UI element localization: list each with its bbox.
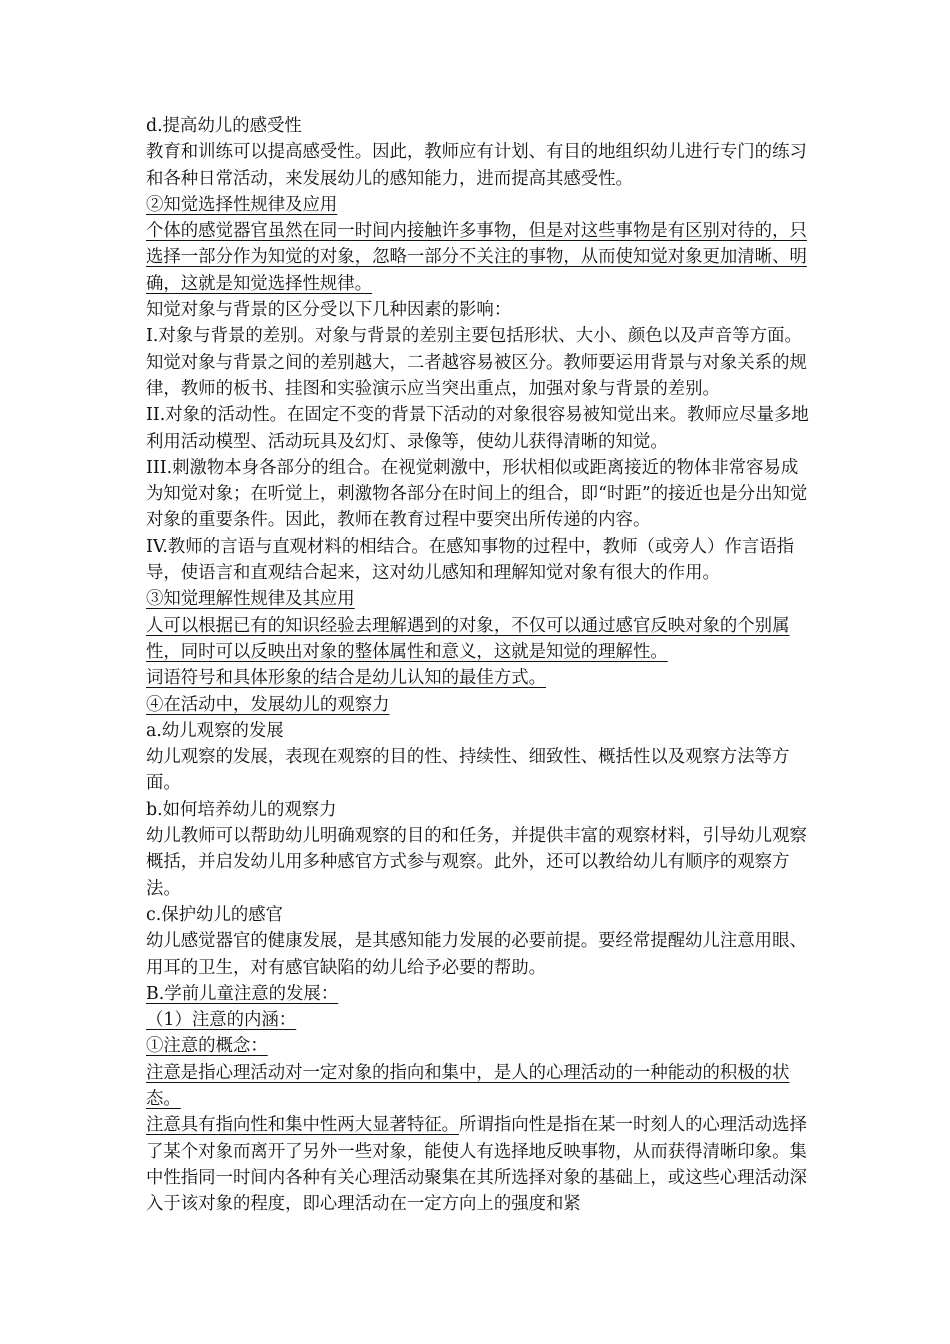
paragraph-attention-definition-text: 注意是指心理活动对一定对象的指向和集中，是人的心理活动的一种能动的积极的状态。 xyxy=(146,1062,790,1109)
heading-attention-connotation xyxy=(146,1007,812,1033)
paragraph-factors-intro: 知觉对象与背景的区分受以下几种因素的影响： xyxy=(146,300,512,321)
paragraph-protect-senses: 幼儿感觉器官的健康发展，是其感知能力发展的必要前提。要经常提醒幼儿注意用眼、用耳的卫生，对有感官缺陷的幼儿给予必要的帮助。 xyxy=(146,931,807,978)
heading-perception-comprehension xyxy=(146,586,812,612)
paragraph-factor-3: III.刺激物本身各部分的组合。在视觉刺激中，形状相似或距离接近的物体非常容易成为知觉对象；在听觉上，刺激物各部分在时间上的组合，即“时距”的接近也是分出知觉对象的重要条件。因此，教师在教育过程中要突出所传递的内容。 xyxy=(146,457,808,531)
paragraph-sensitivity-training: 教育和训练可以提高感受性。因此，教师应有计划、有目的地组织幼儿进行专门的练习和各种日常活动，来发展幼儿的感知能力，进而提高其感受性。 xyxy=(146,142,807,189)
paragraph-attention-features xyxy=(146,1112,812,1217)
paragraph-factor-2: II.对象的活动性。在固定不变的背景下活动的对象很容易被知觉出来。教师应尽量多地利用活动模型、活动玩具及幻灯、录像等，使幼儿获得清晰的知觉。 xyxy=(146,405,809,452)
heading-improve-sensitivity: d.提高幼儿的感受性 xyxy=(146,116,302,136)
paragraph-observation-development: 幼儿观察的发展，表现在观察的目的性、持续性、细致性、概括性以及观察方法等方面。 xyxy=(146,747,790,794)
paragraph-comprehension-definition xyxy=(146,613,812,666)
paragraph-best-cognition xyxy=(146,665,812,691)
document-body xyxy=(146,113,812,1217)
paragraph-attention-features-body: 所谓指向性是指在某一时刻人的心理活动选择了某个对象而离开了另外一些对象，能使人有选择地反映事物，从而获得清晰印象。集中性指同一时间内各种有关心理活动聚集在其所选择对象的基础上，或这些心理活动深入于该对象的程度，即心理活动在一定方向上的强度和紧 xyxy=(146,1115,807,1215)
heading-cultivate-observation: b.如何培养幼儿的观察力 xyxy=(146,799,337,820)
paragraph-factor-4: IV.教师的言语与直观材料的相结合。在感知事物的过程中，教师（或旁人）作言语指导，使语言和直观结合起来，这对幼儿感知和理解知觉对象有很大的作用。 xyxy=(146,536,794,584)
paragraph-best-cognition-text: 词语符号和具体形象的结合是幼儿认知的最佳方式。 xyxy=(146,668,546,689)
heading-attention-development-text: B.学前儿童注意的发展： xyxy=(146,983,339,1004)
heading-perception-selectivity xyxy=(146,192,812,218)
heading-protect-senses: c.保护幼儿的感官 xyxy=(146,904,284,925)
heading-attention-concept xyxy=(146,1033,812,1059)
paragraph-selectivity-definition xyxy=(146,218,812,297)
paragraph-selectivity-definition-text: 个体的感觉器官虽然在同一时间内接触许多事物，但是对这些事物是有区别对待的，只选择一部分作为知觉的对象，忽略一部分不关注的事物，从而使知觉对象更加清晰、明确，这就是知觉选择性规律。 xyxy=(146,221,807,294)
heading-observation xyxy=(146,692,812,718)
heading-attention-concept-text: ①注意的概念： xyxy=(146,1036,268,1057)
paragraph-attention-definition xyxy=(146,1060,812,1113)
paragraph-factor-1: I.对象与背景的差别。对象与背景的差别主要包括形状、大小、颜色以及声音等方面。知觉对象与背景之间的差别越大，二者越容易被区分。教师要运用背景与对象关系的规律，教师的板书、挂图和实验演示应当突出重点，加强对象与背景的差别。 xyxy=(146,326,807,399)
heading-attention-development xyxy=(146,981,812,1007)
heading-perception-selectivity-text: ②知觉选择性规律及应用 xyxy=(146,194,338,215)
heading-observation-development: a.幼儿观察的发展 xyxy=(146,720,284,741)
heading-attention-connotation-text: （1）注意的内涵： xyxy=(146,1010,297,1031)
heading-observation-text: ④在活动中，发展幼儿的观察力 xyxy=(146,694,390,715)
paragraph-comprehension-definition-text: 人可以根据已有的知识经验去理解遇到的对象，不仅可以通过感官反映对象的个别属性，同时可以反映出对象的整体属性和意义，这就是知觉的理解性。 xyxy=(146,615,790,662)
paragraph-attention-features-lead: 注意具有指向性和集中性两大显著特征。 xyxy=(146,1115,460,1136)
paragraph-cultivate-observation: 幼儿教师可以帮助幼儿明确观察的目的和任务，并提供丰富的观察材料，引导幼儿观察概括，并启发幼儿用多种感官方式参与观察。此外，还可以教给幼儿有顺序的观察方法。 xyxy=(146,826,807,899)
heading-perception-comprehension-text: ③知觉理解性规律及其应用 xyxy=(146,589,355,610)
